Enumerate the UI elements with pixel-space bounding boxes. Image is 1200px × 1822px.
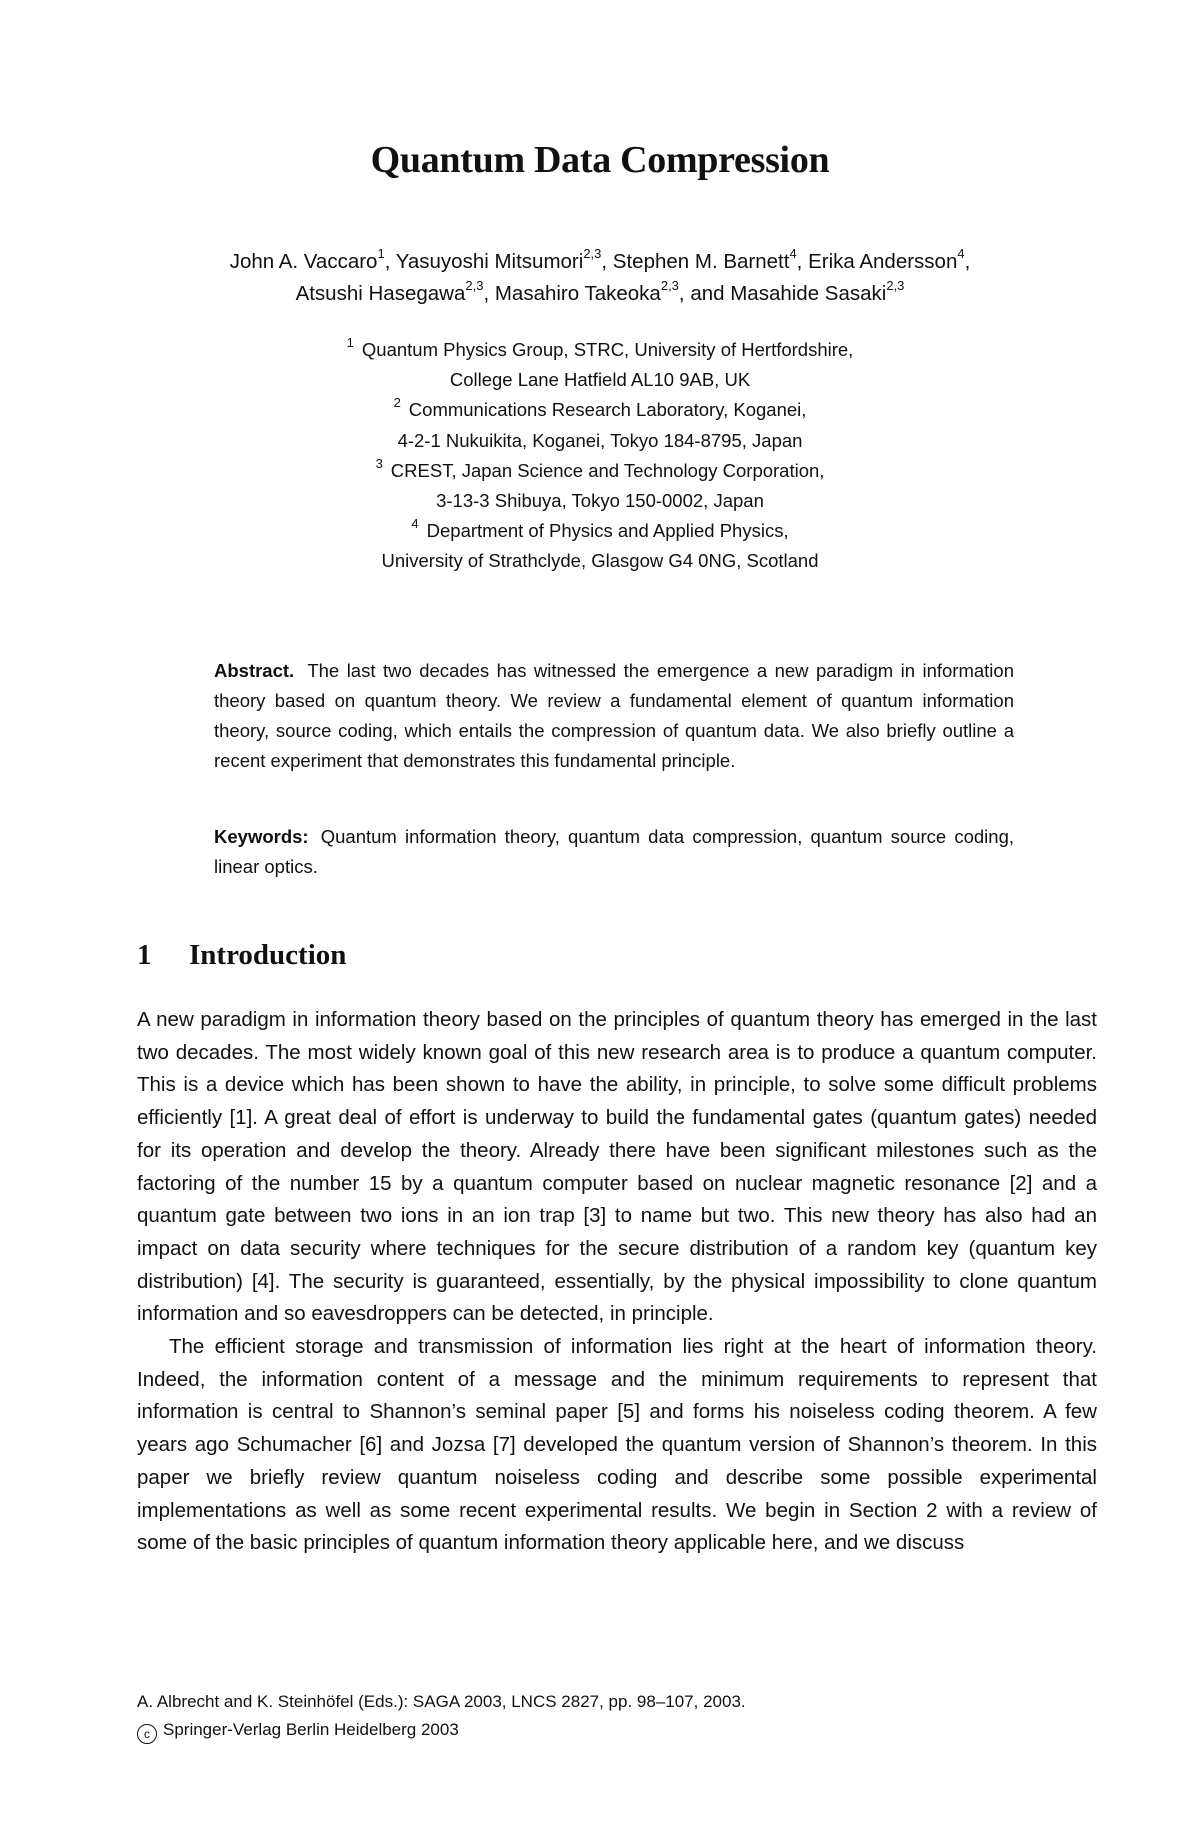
abstract — [214, 656, 1014, 776]
author-list — [120, 246, 1080, 310]
section-heading — [137, 935, 346, 975]
author-separator: , and — [678, 282, 731, 305]
copyright-text: Springer-Verlag Berlin Heidelberg 2003 — [163, 1720, 459, 1739]
author-separator: , — [601, 250, 613, 273]
affiliation-number: 1 — [346, 334, 354, 350]
citation-line: A. Albrecht and K. Steinhöfel (Eds.): SAGA 2003, LNCS 2827, pp. 98–107, 2003. — [137, 1692, 746, 1711]
page-footer — [137, 1688, 1037, 1744]
copyright-icon: c — [137, 1724, 157, 1744]
affiliation-line — [200, 516, 1000, 546]
section-number: 1 — [137, 939, 152, 971]
keywords-text: Quantum information theory, quantum data compression, quantum source coding, linear optics. — [214, 826, 1015, 877]
affiliation-text: Department of Physics and Applied Physics, — [426, 520, 789, 542]
abstract-label: Abstract. — [214, 660, 295, 681]
affiliation-line — [200, 335, 1000, 365]
author-name: John A. Vaccaro — [229, 250, 378, 273]
author-affil-sup: 2,3 — [583, 246, 602, 262]
paper-title: Quantum Data Compression — [370, 139, 830, 181]
author-affil-sup: 4 — [957, 246, 965, 262]
affiliation-number: 3 — [375, 455, 383, 471]
abstract-text: The last two decades has witnessed the emergence a new paradigm in information theory based on quantum theory. We review a fundamental element of quantum information theory, source coding, which entails the compression of quantum data. We also briefly outline a recent experiment that demonstrates this fundamental principle. — [214, 660, 1014, 771]
affiliation-number: 2 — [393, 395, 401, 411]
author-name: Stephen M. Barnett — [612, 250, 790, 273]
author-name: Masahiro Takeoka — [494, 282, 661, 305]
author-separator: , — [964, 250, 971, 273]
paragraph: A new paradigm in information theory based on the principles of quantum theory has emerged in the last two decades. The most widely known goal of this new research area is to produce a quantum computer. This is a device which has been shown to have the ability, in principle, to solve some difficult problems efficiently [1]. A great deal of effort is underway to build the fundamental gates (quantum gates) needed for its operation and develop the theory. Already there have been significant milestones such as the factoring of the number 15 by a quantum computer based on nuclear magnetic resonance [2] and a quantum gate between two ions in an ion trap [3] to name but two. This new theory has also had an impact on data security where techniques for the secure distribution of a random key (quantum key distribution) [4]. The security is guaranteed, essentially, by the physical impossibility to clone quantum information and so eavesdroppers can be detected, in principle. — [137, 1008, 1097, 1326]
affiliation-text: CREST, Japan Science and Technology Corporation, — [390, 459, 825, 481]
author-line-2 — [120, 278, 1080, 310]
author-separator: , — [384, 250, 396, 273]
author-affil-sup: 2,3 — [886, 278, 905, 294]
affiliation-text: Quantum Physics Group, STRC, University of Hertfordshire, — [361, 339, 854, 360]
affiliation-number: 4 — [411, 516, 419, 532]
affiliation-line — [200, 456, 1000, 486]
author-name: Masahide Sasaki — [730, 282, 887, 305]
section-title: Introduction — [189, 939, 347, 971]
paragraph: The efficient storage and transmission of information lies right at the heart of information theory. Indeed, the information content of a message and the minimum requirements to represent that information is central to Shannon’s seminal paper [5] and forms his noiseless coding theorem. A few years ago Schumacher [6] and Jozsa [7] developed the quantum version of Shannon’s theorem. In this paper we briefly review quantum noiseless coding and describe some possible experimental implementations as well as some recent experimental results. We begin in Section 2 with a review of some of the basic principles of quantum information theory applicable here, and we discuss — [137, 1335, 1097, 1555]
affiliation-line — [200, 395, 1000, 425]
affiliation-list — [200, 335, 1000, 577]
author-separator: , — [796, 250, 809, 273]
body-text — [137, 1004, 1097, 1560]
author-affil-sup: 2,3 — [465, 278, 484, 294]
author-affil-sup: 4 — [789, 246, 797, 262]
affiliation-line: 4-2-1 Nukuikita, Koganei, Tokyo 184-8795, Japan — [397, 429, 803, 451]
affiliation-line: University of Strathclyde, Glasgow G4 0NG, Scotland — [381, 550, 819, 572]
author-name: Atsushi Hasegawa — [295, 282, 466, 305]
keywords-label: Keywords: — [214, 826, 309, 847]
author-name: Erika Andersson — [808, 250, 958, 273]
affiliation-line: College Lane Hatfield AL10 9AB, UK — [449, 369, 751, 391]
author-affil-sup: 2,3 — [660, 278, 679, 294]
author-separator: , — [483, 282, 495, 305]
keywords — [214, 822, 1014, 882]
copyright-line — [137, 1716, 1037, 1744]
affiliation-text: Communications Research Laboratory, Koganei, — [408, 399, 807, 421]
author-name: Yasuyoshi Mitsumori — [395, 250, 584, 273]
author-affil-sup: 1 — [377, 246, 385, 262]
affiliation-line: 3-13-3 Shibuya, Tokyo 150-0002, Japan — [436, 490, 764, 512]
author-line-1 — [120, 246, 1080, 278]
